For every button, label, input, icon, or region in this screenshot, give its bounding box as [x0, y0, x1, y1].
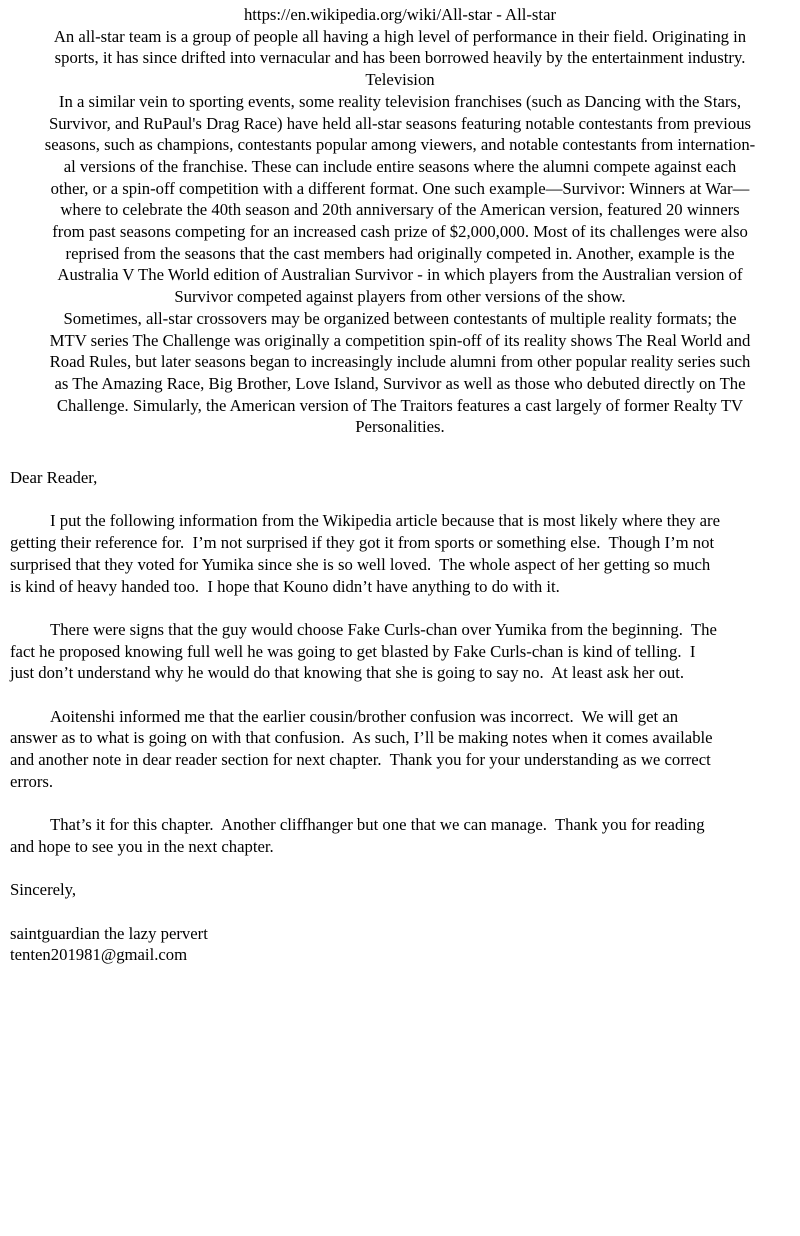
wiki-television-paragraph: In a similar vein to sporting events, some reality television franchises (such as Dancing with the Stars, Survivor, and RuPaul's Drag Race) have held all-star seasons featuring notable contestants from previous seasons, such as champions, contestants popular among viewers, and notable contestants from internation- al versions of the franchise. These can include entire seasons where the alumni compete against each other, or a spin-off competition with a different format. One such example—Survivor: Winners at War— where to celebrate the 40th season and 20th anniversary of the American version, featured 20 winners from past seasons competing for an increased cash prize of $2,000,000. Most of its challenges were also reprised from the seasons that the cast members had originally competed in. Another, example is the Australia V The World edition of Australian Survivor - in which players from the Australian version of Survivor competed against players from other versions of the show.: [44, 91, 756, 307]
signature-name: saintguardian the lazy pervert: [10, 923, 208, 943]
signature-email: tenten201981@gmail.com: [10, 945, 188, 965]
letter-paragraph-3: Aoitenshi informed me that the earlier cousin/brother confusion was incorrect. We will get an answer as to what is going on with that confusion. As such, I’ll be making notes when it comes available and another note in dear reader section for next chapter. Thank you for your understanding as we correct errors.: [10, 706, 713, 791]
letter-paragraph-2: There were signs that the guy would choose Fake Curls-chan over Yumika from the beginning. The fact he proposed knowing full well he was going to get blasted by Fake Curls-chan is kind of telling. I just don’t understand why he would do that knowing that she is going to say no. At least ask her out.: [10, 619, 717, 683]
letter-section: [10, 467, 790, 966]
letter-salutation: Dear Reader,: [10, 468, 98, 488]
wiki-intro-paragraph: An all-star team is a group of people all having a high level of performance in their field. Originating in sports, it has since drifted into vernacular and has been borrowed heavily by the entertainment industry.: [53, 26, 747, 68]
wiki-excerpt-section: [10, 4, 790, 438]
wiki-source-line: https://en.wikipedia.org/wiki/All-star - All-star: [243, 5, 557, 24]
signature-block: [10, 923, 790, 966]
letter-closing: Sincerely,: [10, 880, 77, 900]
letter-paragraph-4: That’s it for this chapter. Another cliffhanger but one that we can manage. Thank you for reading and hope to see you in the next chapter.: [10, 815, 705, 856]
wiki-crossover-paragraph: Sometimes, all-star crossovers may be organized between contestants of multiple reality formats; the MTV series The Challenge was originally a competition spin-off of its reality shows The Real World and Road Rules, but later seasons began to increasingly include alumni from other popular reality series such as The Amazing Race, Big Brother, Love Island, Survivor as well as those who debuted directly on The Challenge. Simularly, the American version of The Traitors features a cast largely of former Realty TV Personalities.: [49, 308, 751, 437]
letter-paragraph-1: I put the following information from the Wikipedia article because that is most likely where they are getting their reference for. I’m not surprised if they got it from sports or something else. Though I’m not surprised that they voted for Yumika since she is so well loved. The whole aspect of her getting so much is kind of heavy handed too. I hope that Kouno didn’t have anything to do with it.: [10, 511, 721, 596]
wiki-section-heading: Television: [365, 70, 435, 90]
